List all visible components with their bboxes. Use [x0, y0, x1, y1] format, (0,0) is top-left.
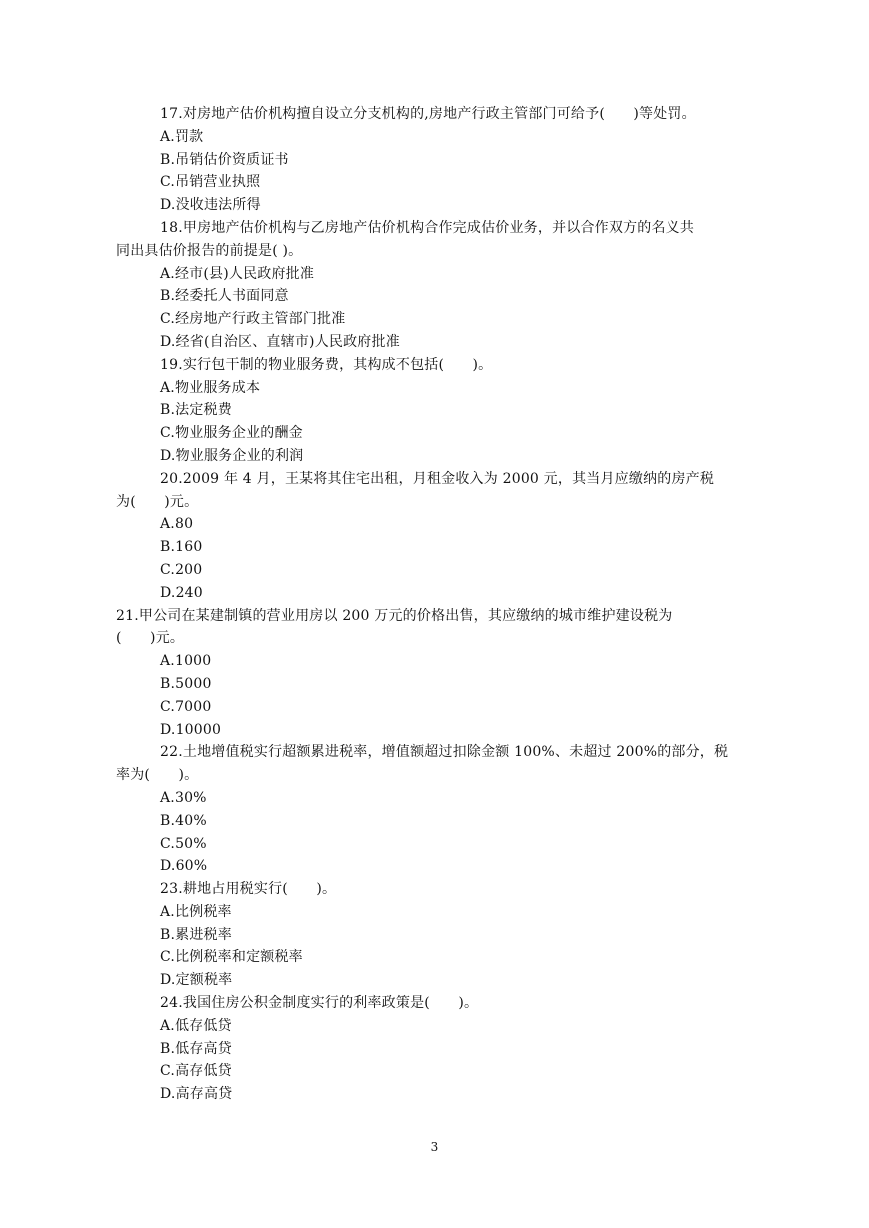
question-21-option-b: B.5000 [160, 675, 212, 692]
question-24-option-c: C.高存低贷 [160, 1063, 232, 1080]
question-24-stem-line-1: 24.我国住房公积金制度实行的利率政策是( )。 [160, 995, 479, 1012]
question-22-option-b: B.40% [160, 812, 207, 829]
question-21-option-d: D.10000 [160, 721, 222, 738]
question-19-option-d: D.物业服务企业的利润 [160, 447, 304, 464]
page-number: 3 [430, 1140, 439, 1154]
question-22-option-d: D.60% [160, 858, 208, 875]
question-23-option-b: B.累进税率 [160, 926, 232, 943]
question-17-option-b: B.吊销估价资质证书 [160, 151, 289, 168]
question-18-stem-line-2: 同出具估价报告的前提是( )。 [116, 242, 303, 259]
question-21-stem-line-2: ( )元。 [116, 630, 185, 647]
question-17-option-c: C.吊销营业执照 [160, 174, 261, 191]
question-24-option-b: B.低存高贷 [160, 1040, 232, 1057]
question-20-option-d: D.240 [160, 584, 203, 601]
question-20-option-b: B.160 [160, 539, 203, 556]
question-20-option-a: A.80 [160, 516, 194, 533]
question-19-option-b: B.法定税费 [160, 402, 232, 419]
question-18-option-a: A.经市(县)人民政府批准 [160, 265, 315, 282]
question-18-option-d: D.经省(自治区、直辖市)人民政府批准 [160, 333, 400, 350]
question-22-stem-line-2: 率为( )。 [116, 767, 199, 784]
question-22-option-c: C.50% [160, 835, 207, 852]
question-20-stem-line-1: 20.2009 年 4 月，王某将其住宅出租，月租金收入为 2000 元，其当月应缴纳的房产税 [160, 470, 715, 487]
question-22-stem-line-1: 22.土地增值税实行超额累进税率，增值额超过扣除金额 100%、未超过 200%的部分，税 [160, 744, 729, 761]
question-21-stem-line-1: 21.甲公司在某建制镇的营业用房以 200 万元的价格出售，其应缴纳的城市维护建设税为 [116, 607, 673, 624]
question-17-stem-line-1: 17.对房地产估价机构擅自设立分支机构的,房地产行政主管部门可给予( )等处罚。 [160, 106, 696, 122]
question-list [116, 103, 746, 1106]
question-23-stem-line-1: 23.耕地占用税实行( )。 [160, 881, 337, 898]
question-19-option-a: A.物业服务成本 [160, 379, 261, 396]
question-21-option-c: C.7000 [160, 698, 212, 715]
question-17-option-d: D.没收违法所得 [160, 197, 261, 214]
question-23-option-c: C.比例税率和定额税率 [160, 949, 303, 966]
question-17-option-a: A.罚款 [160, 128, 204, 145]
question-18-option-b: B.经委托人书面同意 [160, 288, 289, 305]
question-19-stem-line-1: 19.实行包干制的物业服务费，其构成不包括( )。 [160, 356, 493, 373]
question-22-option-a: A.30% [160, 789, 207, 806]
question-20-stem-line-2: 为( )元。 [116, 493, 199, 510]
question-23-option-a: A.比例税率 [160, 903, 232, 920]
question-20-option-c: C.200 [160, 561, 203, 578]
question-24-option-a: A.低存低贷 [160, 1017, 232, 1034]
question-21-option-a: A.1000 [160, 653, 212, 670]
question-24-option-d: D.高存高贷 [160, 1086, 233, 1103]
question-23-option-d: D.定额税率 [160, 972, 233, 989]
question-18-stem-line-1: 18.甲房地产估价机构与乙房地产估价机构合作完成估价业务，并以合作双方的名义共 [160, 219, 695, 236]
question-18-option-c: C.经房地产行政主管部门批准 [160, 311, 346, 328]
question-19-option-c: C.物业服务企业的酬金 [160, 425, 303, 442]
